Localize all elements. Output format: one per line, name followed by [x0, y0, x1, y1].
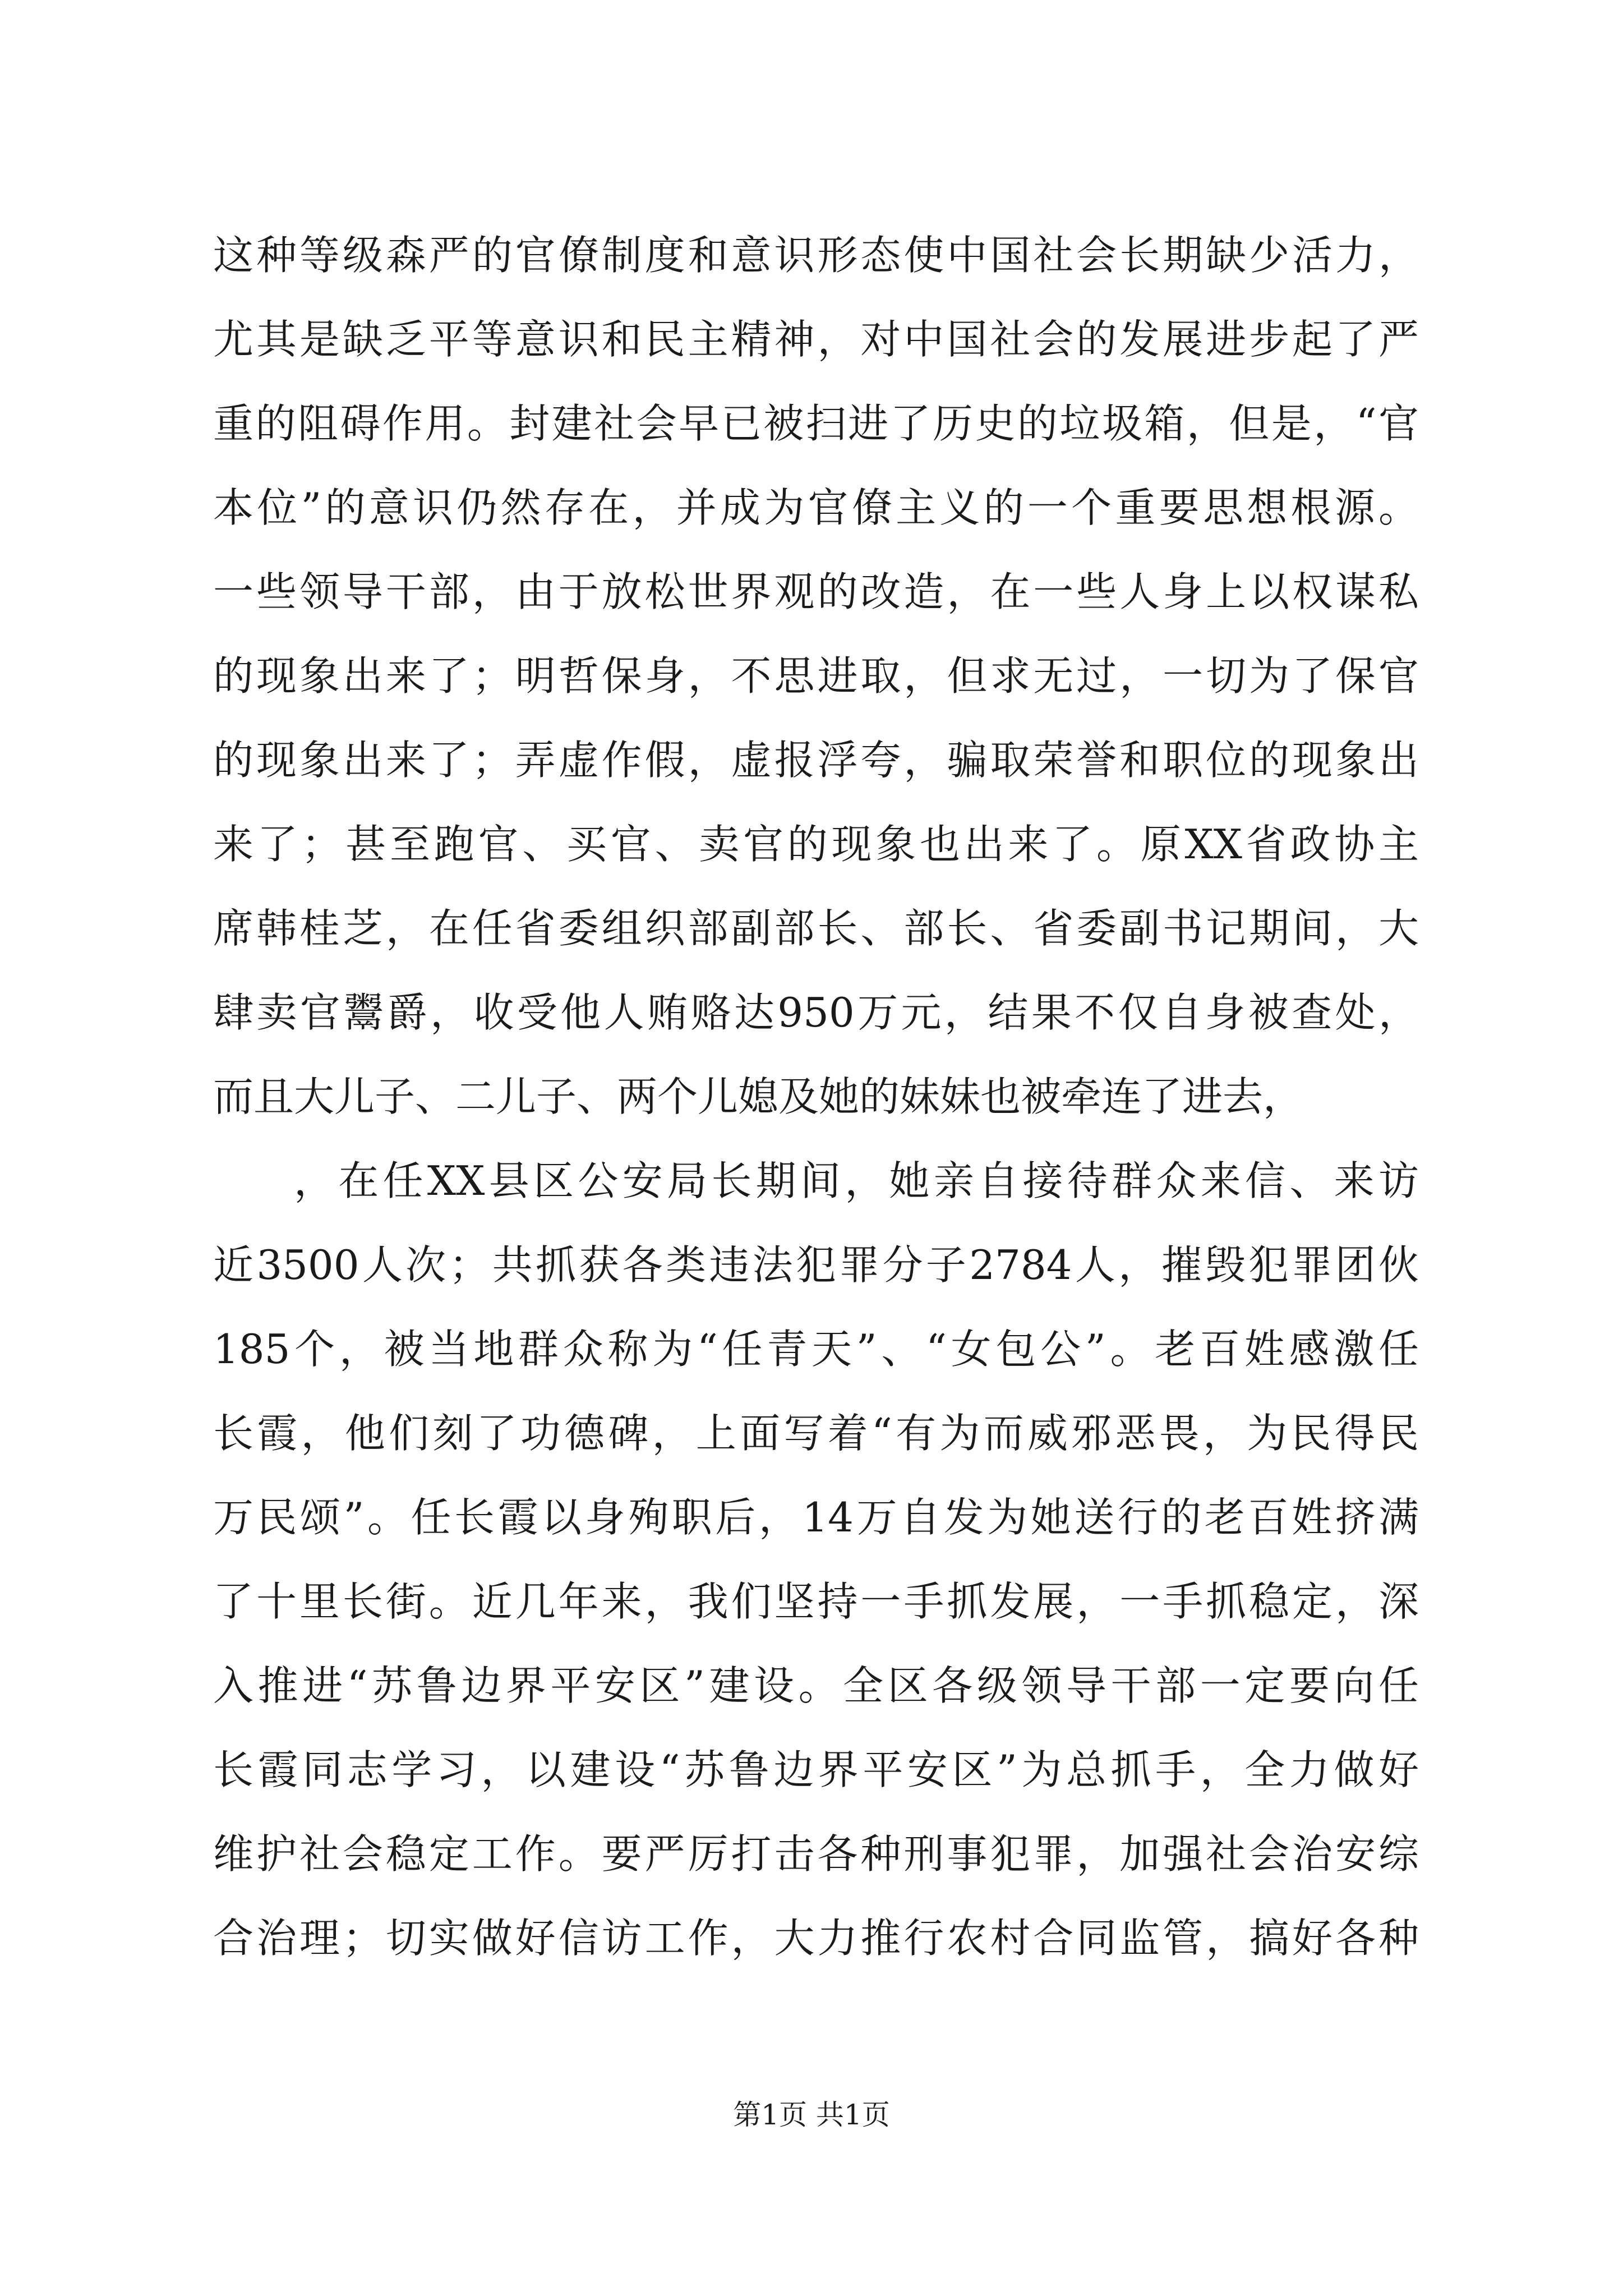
paragraph1-line: 而且大儿子、二儿子、两个儿媳及她的妹妹也被牵连了进去，: [213, 1073, 1304, 1120]
paragraph1-line: 席韩桂芝，在任省委组织部副部长、部长、省委副书记期间，大: [213, 905, 1419, 952]
paragraph2-line: 万民颂”。任长霞以身殉职后，14万自发为她送行的老百姓挤满: [213, 1494, 1419, 1541]
paragraph2-line: 185个，被当地群众称为“任青天”、“女包公”。老百姓感激任: [213, 1326, 1419, 1373]
paragraph1-line: 肆卖官鬻爵，收受他人贿赂达950万元，结果不仅自身被查处，: [213, 989, 1419, 1036]
paragraph2-line: 近3500人次；共抓获各类违法犯罪分子2784人，摧毁犯罪团伙: [213, 1241, 1419, 1289]
page-footer: 第1页 共1页: [733, 2099, 890, 2131]
paragraph1-line: 来了；甚至跑官、买官、卖官的现象也出来了。原XX省政协主: [213, 821, 1419, 868]
paragraph1-line: 一些领导干部，由于放松世界观的改造，在一些人身上以权谋私: [213, 568, 1419, 615]
paragraph1-line: 重的阻碍作用。封建社会早已被扫进了历史的垃圾箱，但是，“官: [213, 400, 1419, 447]
paragraph1-line: 尤其是缺乏平等意识和民主精神，对中国社会的发展进步起了严: [213, 316, 1419, 363]
paragraph1-line: 的现象出来了；弄虚作假，虚报浮夸，骗取荣誉和职位的现象出: [213, 737, 1419, 784]
paragraph1-line: 本位”的意识仍然存在，并成为官僚主义的一个重要思想根源。: [213, 484, 1419, 531]
paragraph2-line: 入推进“苏鲁边界平安区”建设。全区各级领导干部一定要向任: [213, 1662, 1419, 1709]
paragraph1-line: 的现象出来了；明哲保身，不思进取，但求无过，一切为了保官: [213, 652, 1419, 700]
paragraph2-line: 长霞，他们刻了功德碑，上面写着“有为而威邪恶畏，为民得民: [213, 1410, 1419, 1457]
paragraph2-line: 长霞同志学习，以建设“苏鲁边界平安区”为总抓手，全力做好: [213, 1746, 1419, 1793]
paragraph2-line: ，在任XX县区公安局长期间，她亲自接待群众来信、来访: [294, 1157, 1419, 1204]
paragraph2-line: 合治理；切实做好信访工作，大力推行农村合同监管，搞好各种: [213, 1915, 1419, 1962]
paragraph1-line: 这种等级森严的官僚制度和意识形态使中国社会长期缺少活力，: [213, 232, 1419, 279]
body-text: [213, 213, 1419, 1980]
paragraph2-line: 了十里长街。近几年来，我们坚持一手抓发展，一手抓稳定，深: [213, 1578, 1419, 1625]
paragraph2-line: 维护社会稳定工作。要严厉打击各种刑事犯罪，加强社会治安综: [213, 1830, 1419, 1878]
